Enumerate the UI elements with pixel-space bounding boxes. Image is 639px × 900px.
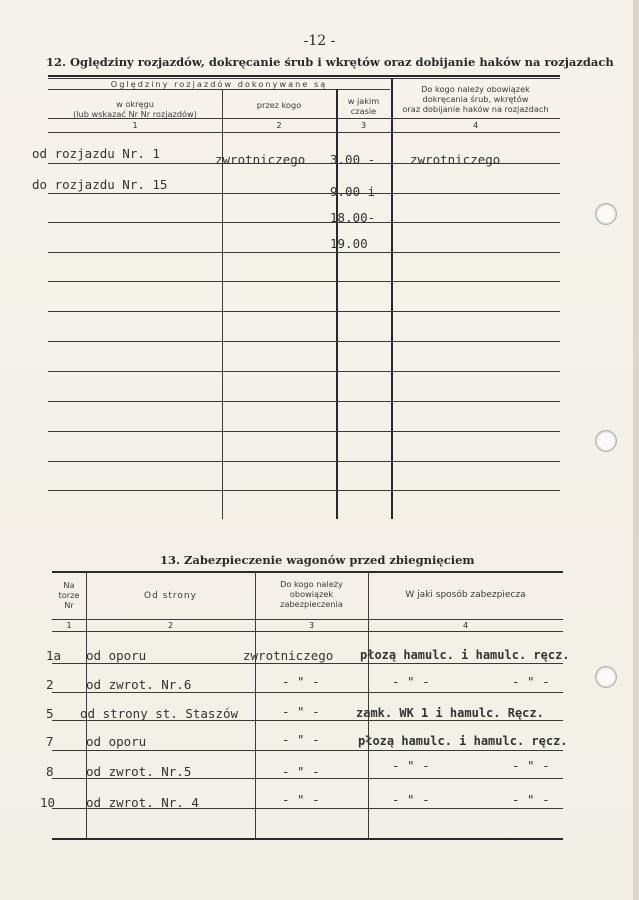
table13-colnum-3: 3 [308, 621, 315, 630]
table12-rule [48, 341, 560, 342]
czas-value-4: 19.00 [330, 236, 368, 251]
table12-rule [48, 193, 560, 194]
table-row-tor: 5 [46, 706, 54, 721]
paper-edge [633, 0, 639, 900]
okreg-line-2: do rozjazdu Nr. 15 [32, 177, 168, 192]
table12-colnum-4: 4 [472, 121, 479, 130]
table12-rule [48, 252, 560, 253]
table13-colnum-bottom [52, 631, 563, 632]
table12-group-header: Oględziny rozjazdów dokonywane są [110, 79, 328, 89]
table-row-sposob-a: - " - [392, 674, 430, 689]
czas-value-1: 3.00 - [330, 152, 376, 167]
czas-value-3: 18.00- [330, 210, 376, 225]
table-row-strona: od zwrot. Nr.6 [86, 677, 192, 692]
table-row-sposob-a: - " - [392, 758, 430, 773]
table12-colnum-bottom [48, 132, 560, 133]
table12-top-border [48, 75, 560, 77]
punch-hole [595, 430, 617, 452]
table-row-kto: - " - [282, 732, 320, 747]
section13-title: 13. Zabezpieczenie wagonów przed zbiegnięciem [160, 553, 475, 567]
table12-col4-header: Do kogo należy obowiązek dokręcania śrub, wkrętów oraz dobijanie haków na rozjazdach [402, 84, 549, 114]
obowiazek-value: zwrotniczego [410, 152, 501, 167]
table12-rule [48, 311, 560, 312]
page-number: -12 - [303, 33, 336, 49]
table12-rule [48, 431, 560, 432]
table13-rule [52, 663, 563, 664]
table13-bottom-border [52, 838, 563, 840]
table-row-sposob: zamk. WK 1 i hamulc. Ręcz. [356, 706, 544, 720]
table13-header-bottom [52, 619, 563, 620]
przez-kogo-value: zwrotniczego [215, 152, 306, 167]
table13-colnum-1: 1 [66, 621, 72, 630]
punch-hole [595, 203, 617, 225]
table12-col3-header: w jakim czasie [347, 96, 380, 116]
table-row-strona: od oporu [86, 648, 147, 663]
table-row-sposob: płozą hamulc. i hamulc. ręcz. [360, 648, 570, 662]
table-row-sposob-a: - " - [392, 792, 430, 807]
table12-rule [48, 461, 560, 462]
table-row-sposob-b: - " - [512, 792, 550, 807]
table-row-strona: od oporu [86, 734, 147, 749]
table-row-strona: od zwrot. Nr. 4 [86, 795, 199, 810]
table-row-strona: od strony st. Staszów [80, 706, 239, 721]
table12-colnum-3: 3 [360, 121, 367, 130]
section12-title: 12. Oględziny rozjazdów, dokręcanie śrub i wkrętów oraz dobijanie haków na rozjazdach [46, 55, 614, 69]
table-row-sposob: płozą hamulc. i hamulc. ręcz. [358, 734, 568, 748]
table13-col3-header: Do kogo należy obowiązek zabezpieczenia [280, 579, 343, 609]
table13-col-divider-3 [368, 571, 369, 839]
table12-rule [48, 281, 560, 282]
table-row-sposob-b: - " - [512, 674, 550, 689]
table12-col1-header: w okręgu (lub wskazać Nr Nr rozjazdów) [73, 99, 197, 119]
table-row-strona: od zwrot. Nr.5 [86, 764, 192, 779]
table13-col1-header: Na torze Nr [58, 580, 80, 610]
table-row-tor: 7 [46, 734, 54, 749]
table13-col2-header: Od strony [144, 591, 197, 601]
table-row-kto: - " - [282, 704, 320, 719]
table13-colnum-4: 4 [462, 621, 469, 630]
okreg-line-1: od rozjazdu Nr. 1 [32, 146, 160, 161]
table-row-kto: zwrotniczego [243, 648, 334, 663]
table12-rule [48, 401, 560, 402]
table-row-tor: 10 [40, 795, 56, 810]
table13-col4-header: W jaki sposób zabezpiecza [405, 590, 526, 600]
table12-group-divider [48, 89, 390, 90]
table-row-tor: 1a [46, 648, 62, 663]
table12-colnum-2: 2 [276, 121, 282, 130]
czas-value-2: 9.00 i [330, 184, 376, 199]
table-row-tor: 2 [46, 677, 54, 692]
table-row-kto: - " - [282, 764, 320, 779]
table-row-sposob-b: - " - [512, 758, 550, 773]
table13-col-divider-2 [255, 571, 256, 839]
table13-rule [52, 750, 563, 751]
punch-hole [595, 666, 617, 688]
table-row-kto: - " - [282, 674, 320, 689]
table12-col-divider-3 [391, 78, 393, 519]
table12-rule [48, 490, 560, 491]
table-row-kto: - " - [282, 792, 320, 807]
table12-col2-header: przez kogo [256, 100, 302, 110]
table12-rule [48, 371, 560, 372]
table13-rule [52, 692, 563, 693]
table12-colnum-1: 1 [132, 121, 138, 130]
table12-rule [48, 222, 560, 223]
table13-colnum-2: 2 [167, 621, 174, 630]
table13-top-border [52, 571, 563, 573]
table-row-tor: 8 [46, 764, 54, 779]
